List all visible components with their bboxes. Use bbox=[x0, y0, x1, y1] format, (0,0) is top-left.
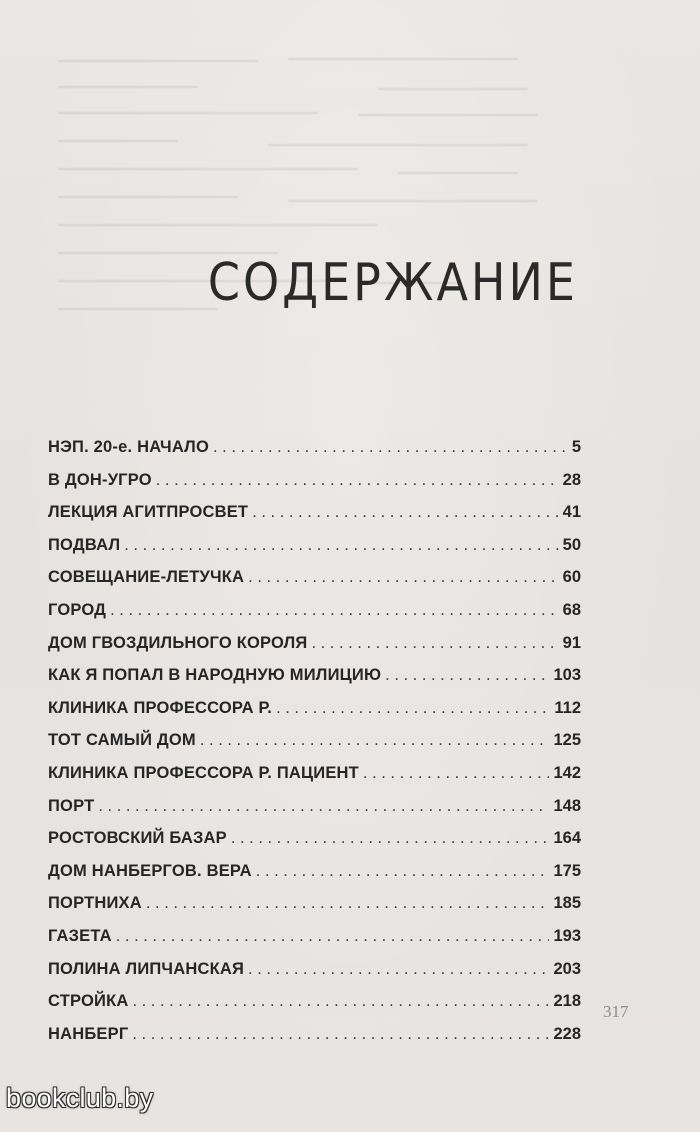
toc-entry bbox=[48, 890, 581, 923]
toc-entry-title: НЭП. 20-е. НАЧАЛО bbox=[48, 438, 209, 456]
dot-leader bbox=[363, 760, 550, 786]
toc-entry-title: ПОЛИНА ЛИПЧАНСКАЯ bbox=[48, 959, 245, 978]
toc-entry-title: КЛИНИКА ПРОФЕССОРА Р. ПАЦИЕНТ bbox=[48, 763, 359, 782]
toc-entry bbox=[48, 499, 581, 532]
toc-entry-title: ПОРТ bbox=[48, 796, 95, 815]
dot-leader bbox=[110, 597, 559, 623]
toc-entry-page: 175 bbox=[553, 861, 581, 880]
watermark: bookclub.by bbox=[6, 1083, 154, 1113]
dot-leader bbox=[213, 434, 568, 460]
toc-entry-title: СОВЕЩАНИЕ-ЛЕТУЧКА bbox=[48, 568, 245, 587]
toc-entry-title: НАНБЕРГ bbox=[48, 1024, 129, 1043]
dot-leader bbox=[276, 695, 550, 721]
dot-leader bbox=[248, 956, 549, 982]
toc-entry-title: СТРОЙКА bbox=[48, 992, 129, 1011]
page-number: 317 bbox=[603, 1002, 629, 1021]
toc-entry-title: ТОТ САМЫЙ ДОМ bbox=[48, 731, 196, 750]
dot-leader bbox=[252, 499, 558, 525]
dot-leader bbox=[385, 662, 549, 688]
dot-leader bbox=[98, 793, 549, 819]
dot-leader bbox=[124, 532, 558, 558]
toc-entry bbox=[48, 597, 581, 630]
toc-entry-page: 193 bbox=[553, 926, 581, 945]
toc-entry bbox=[48, 760, 581, 793]
toc-entry-page: 60 bbox=[562, 568, 581, 587]
toc-entry-page: 185 bbox=[553, 894, 581, 913]
toc-entry-title: ГОРОД bbox=[48, 600, 107, 619]
toc-entry-page: 50 bbox=[562, 535, 581, 554]
toc-entry-title: В ДОН-УГРО bbox=[48, 470, 152, 489]
toc-entry-page: 41 bbox=[562, 503, 581, 522]
toc-entry bbox=[48, 630, 581, 663]
toc-entry bbox=[48, 564, 581, 597]
toc-entry-page: 28 bbox=[562, 470, 581, 489]
toc-entry bbox=[48, 858, 581, 891]
dot-leader bbox=[116, 923, 550, 949]
dot-leader bbox=[200, 727, 550, 753]
toc-entry-title: ДОМ ГВОЗДИЛЬНОГО КОРОЛЯ bbox=[48, 633, 308, 652]
dot-leader bbox=[231, 825, 550, 851]
toc-entry bbox=[48, 695, 581, 728]
toc-entry-page: 125 bbox=[553, 731, 581, 750]
page-title: СОДЕРЖАНИЕ bbox=[207, 252, 578, 313]
toc-entry-title: РОСТОВСКИЙ БАЗАР bbox=[48, 829, 227, 848]
toc-entry-page: 5 bbox=[571, 438, 581, 456]
toc-entry-page: 148 bbox=[553, 796, 581, 815]
toc-entry bbox=[48, 662, 581, 695]
toc-entry-title: ЛЕКЦИЯ АГИТПРОСВЕТ bbox=[48, 503, 249, 522]
table-of-contents bbox=[48, 434, 581, 1053]
toc-entry-page: 142 bbox=[553, 763, 581, 782]
dot-leader bbox=[132, 988, 549, 1014]
toc-entry-page: 228 bbox=[553, 1024, 581, 1043]
dot-leader bbox=[156, 467, 559, 493]
toc-entry bbox=[48, 532, 581, 565]
toc-entry-page: 164 bbox=[553, 829, 581, 848]
dot-leader bbox=[248, 564, 558, 590]
toc-entry bbox=[48, 1021, 581, 1054]
toc-entry-title: КАК Я ПОПАЛ В НАРОДНУЮ МИЛИЦИЮ bbox=[48, 666, 382, 685]
toc-entry bbox=[48, 923, 581, 956]
toc-entry bbox=[48, 956, 581, 989]
toc-entry bbox=[48, 825, 581, 858]
toc-entry bbox=[48, 467, 581, 500]
toc-entry-title: ГАЗЕТА bbox=[48, 926, 112, 945]
toc-entry-title: ДОМ НАНБЕРГОВ. ВЕРА bbox=[48, 861, 252, 880]
toc-entry-page: 103 bbox=[553, 666, 581, 685]
toc-entry-title: КЛИНИКА ПРОФЕССОРА Р. bbox=[48, 698, 273, 717]
dot-leader bbox=[311, 630, 558, 656]
toc-entry-page: 68 bbox=[562, 600, 581, 619]
toc-entry-title: ПОДВАЛ bbox=[48, 535, 121, 554]
dot-leader bbox=[146, 890, 550, 916]
dot-leader bbox=[256, 858, 550, 884]
toc-entry bbox=[48, 988, 581, 1021]
toc-entry-title: ПОРТНИХА bbox=[48, 894, 142, 913]
toc-entry-page: 203 bbox=[553, 959, 581, 978]
toc-entry bbox=[48, 434, 581, 467]
toc-entry-page: 112 bbox=[554, 698, 581, 717]
toc-entry-page: 91 bbox=[562, 633, 581, 652]
toc-entry bbox=[48, 793, 581, 826]
dot-leader bbox=[132, 1021, 549, 1047]
toc-entry-page: 218 bbox=[553, 992, 581, 1011]
toc-entry bbox=[48, 727, 581, 760]
